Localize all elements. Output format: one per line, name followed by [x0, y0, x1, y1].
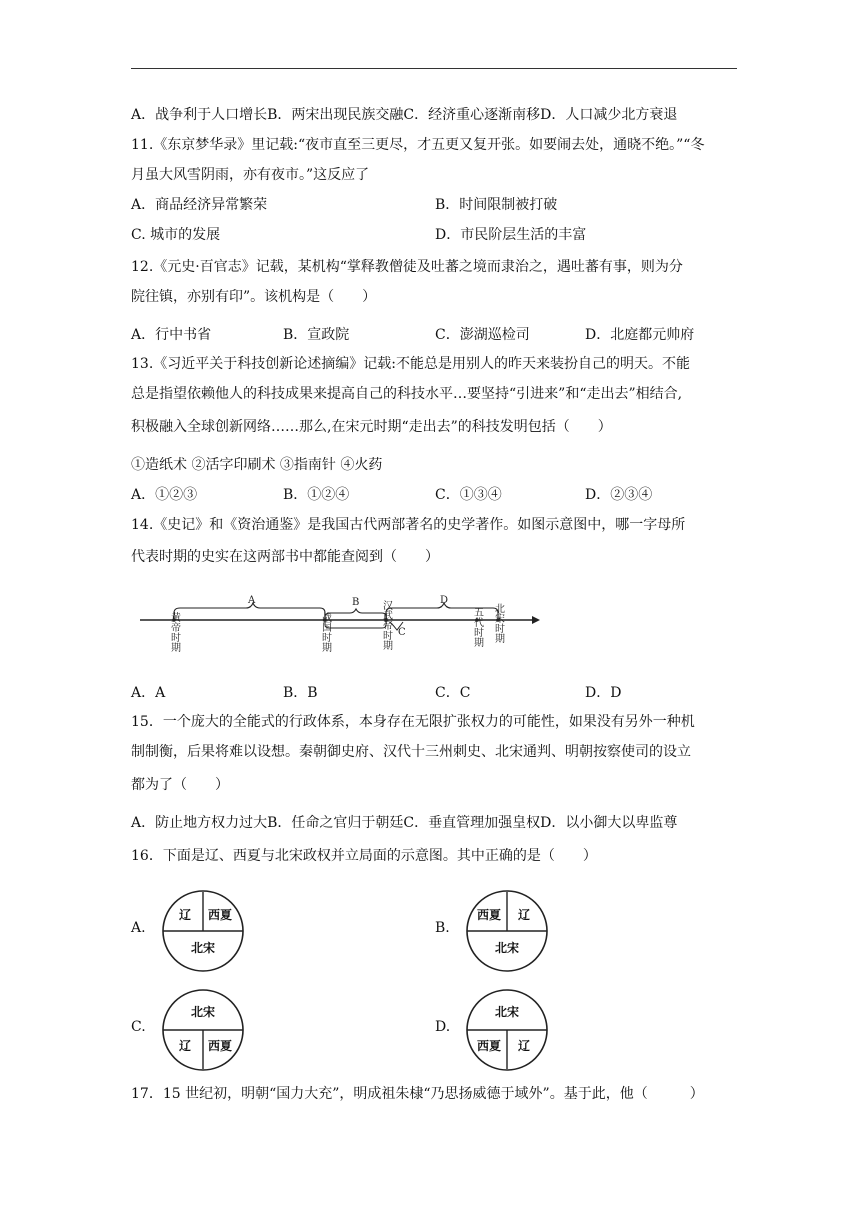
- diag-a-bottom: 北宋: [190, 941, 216, 955]
- q15-options: [131, 814, 677, 832]
- q12-option-d[interactable]: D．北庭都元帅府: [585, 327, 695, 343]
- q11-option-c[interactable]: C. 城市的发展: [131, 227, 221, 243]
- q12-stem-line1: 12.《元史·百官志》记载，某机构“掌释教僧徒及吐蕃之境而隶治之，遇吐蕃有事，则为分: [131, 259, 683, 275]
- q15-option-a[interactable]: A．防止地方权力过大: [131, 815, 268, 831]
- q12-stem-line2: 院往镇，亦别有印”。该机构是（ ）: [131, 289, 377, 305]
- q10-option-c[interactable]: C．经济重心逐渐南移: [403, 107, 541, 123]
- diag-b-top-right: 辽: [517, 908, 531, 922]
- q10-option-b[interactable]: B．两宋出现民族交融: [267, 107, 404, 123]
- q15-stem-line3: 都为了（ ）: [131, 777, 229, 793]
- q14-stem-line2: 代表时期的史实在这两部书中都能查阅到（ ）: [131, 549, 439, 565]
- diag-d-bottom-right: 辽: [517, 1039, 531, 1053]
- q10-options: [131, 106, 677, 124]
- q11-option-b[interactable]: B．时间限制被打破: [435, 197, 558, 213]
- q13-stem-line3: 积极融入全球创新网络……那么,在宋元时期“走出去”的科技发明包括（ ）: [131, 419, 612, 435]
- q14-option-c[interactable]: C．C: [435, 685, 471, 701]
- diag-c-top: 北宋: [190, 1005, 216, 1019]
- q16-diagram-b[interactable]: [464, 888, 550, 978]
- q14-option-b[interactable]: B．B: [283, 685, 318, 701]
- tl-point-hanwudi: 汉武帝时期: [380, 600, 392, 650]
- tl-point-huangdi: 黄帝时期: [168, 612, 180, 652]
- q13-option-a[interactable]: A．①②③: [131, 487, 198, 503]
- q12-option-b[interactable]: B．宣政院: [283, 327, 350, 343]
- header-rule: [131, 68, 737, 69]
- q11-stem-line1: 11.《东京梦华录》里记载:“夜市直至三更尽，才五更又复开张。如要闹去处，通晓不绝。”“冬: [131, 137, 705, 153]
- q13-option-c[interactable]: C．①③④: [435, 487, 502, 503]
- q12-option-c[interactable]: C．澎湖巡检司: [435, 327, 530, 343]
- diag-d-bottom-left: 西夏: [476, 1039, 502, 1053]
- diag-a-top-right: 西夏: [207, 908, 233, 922]
- q15-option-c[interactable]: C．垂直管理加强皇权: [403, 815, 541, 831]
- q13-stem-line2: 总是指望依赖他人的科技成果来提高自己的科技水平…要坚持“引进来”和“走出去”相结合,: [131, 386, 683, 402]
- diag-b-bottom: 北宋: [494, 941, 520, 955]
- q11-option-d[interactable]: D．市民阶层生活的丰富: [435, 227, 587, 243]
- q12-option-a[interactable]: A．行中书省: [131, 327, 212, 343]
- q16-option-c-letter[interactable]: C.: [131, 1019, 146, 1035]
- timeline-arrow: [532, 616, 540, 624]
- tl-point-wudai: 五代时期: [471, 607, 483, 647]
- q13-option-b[interactable]: B．①②④: [283, 487, 350, 503]
- brace-label-c: C: [398, 627, 406, 638]
- q15-stem-line1: 15．一个庞大的全能式的行政体系，本身存在无限扩张权力的可能性，如果没有另外一种机: [131, 714, 695, 730]
- q14-timeline-diagram: [140, 595, 540, 674]
- q16-option-b-letter[interactable]: B.: [435, 920, 450, 936]
- brace-b: [325, 609, 386, 620]
- q17-stem: 17．15 世纪初，明朝“国力大充”，明成祖朱棣“乃思扬威德于域外”。基于此，他（ ）: [131, 1086, 704, 1102]
- q14-option-a[interactable]: A．A: [131, 685, 166, 701]
- q13-option-d[interactable]: D．②③④: [585, 487, 653, 503]
- q14-option-d[interactable]: D．D: [585, 685, 622, 701]
- q13-stem-line1: 13.《习近平关于科技创新论述摘编》记载:不能总是用别人的昨天来装扮自己的明天。不能: [131, 356, 690, 372]
- q16-option-d-letter[interactable]: D.: [435, 1019, 451, 1035]
- diag-c-bottom-left: 辽: [178, 1039, 192, 1053]
- q16-diagram-c[interactable]: [160, 987, 246, 1077]
- diag-b-top-left: 西夏: [476, 908, 502, 922]
- q16-option-a-letter[interactable]: A.: [131, 920, 146, 936]
- q11-option-a[interactable]: A．商品经济异常繁荣: [131, 197, 268, 213]
- q13-items: ①造纸术 ②活字印刷术 ③指南针 ④火药: [131, 457, 383, 473]
- q15-option-b[interactable]: B．任命之官归于朝廷: [267, 815, 404, 831]
- tl-point-beisong: 北宋时期: [492, 603, 504, 643]
- q11-stem-line2: 月虽大风雪阴雨，亦有夜市。”这反应了: [131, 167, 370, 183]
- q16-diagram-a[interactable]: [160, 888, 246, 978]
- tl-point-zhanguo: 战国时期: [319, 612, 331, 652]
- brace-label-a: A: [248, 595, 256, 606]
- brace-label-b: B: [352, 597, 360, 608]
- q10-option-d[interactable]: D．人口减少北方衰退: [540, 107, 678, 123]
- under-bracket-b: [325, 620, 386, 628]
- diag-d-top: 北宋: [494, 1005, 520, 1019]
- diag-c-bottom-right: 西夏: [207, 1039, 233, 1053]
- q15-stem-line2: 制制衡，后果将难以设想。秦朝御史府、汉代十三州刺史、北宋通判、明朝按察使司的设立: [131, 744, 691, 760]
- q14-stem-line1: 14.《史记》和《资治通鉴》是我国古代两部著名的史学著作。如图示意图中，哪一字母所: [131, 517, 686, 533]
- q16-diagram-d[interactable]: [464, 987, 550, 1077]
- q16-stem: 16．下面是辽、西夏与北宋政权并立局面的示意图。其中正确的是（ ）: [131, 848, 597, 864]
- q10-option-a[interactable]: A．战争利于人口增长: [131, 107, 268, 123]
- brace-label-d: D: [440, 595, 449, 606]
- q15-option-d[interactable]: D．以小御大以卑监尊: [540, 815, 678, 831]
- diag-a-top-left: 辽: [178, 908, 192, 922]
